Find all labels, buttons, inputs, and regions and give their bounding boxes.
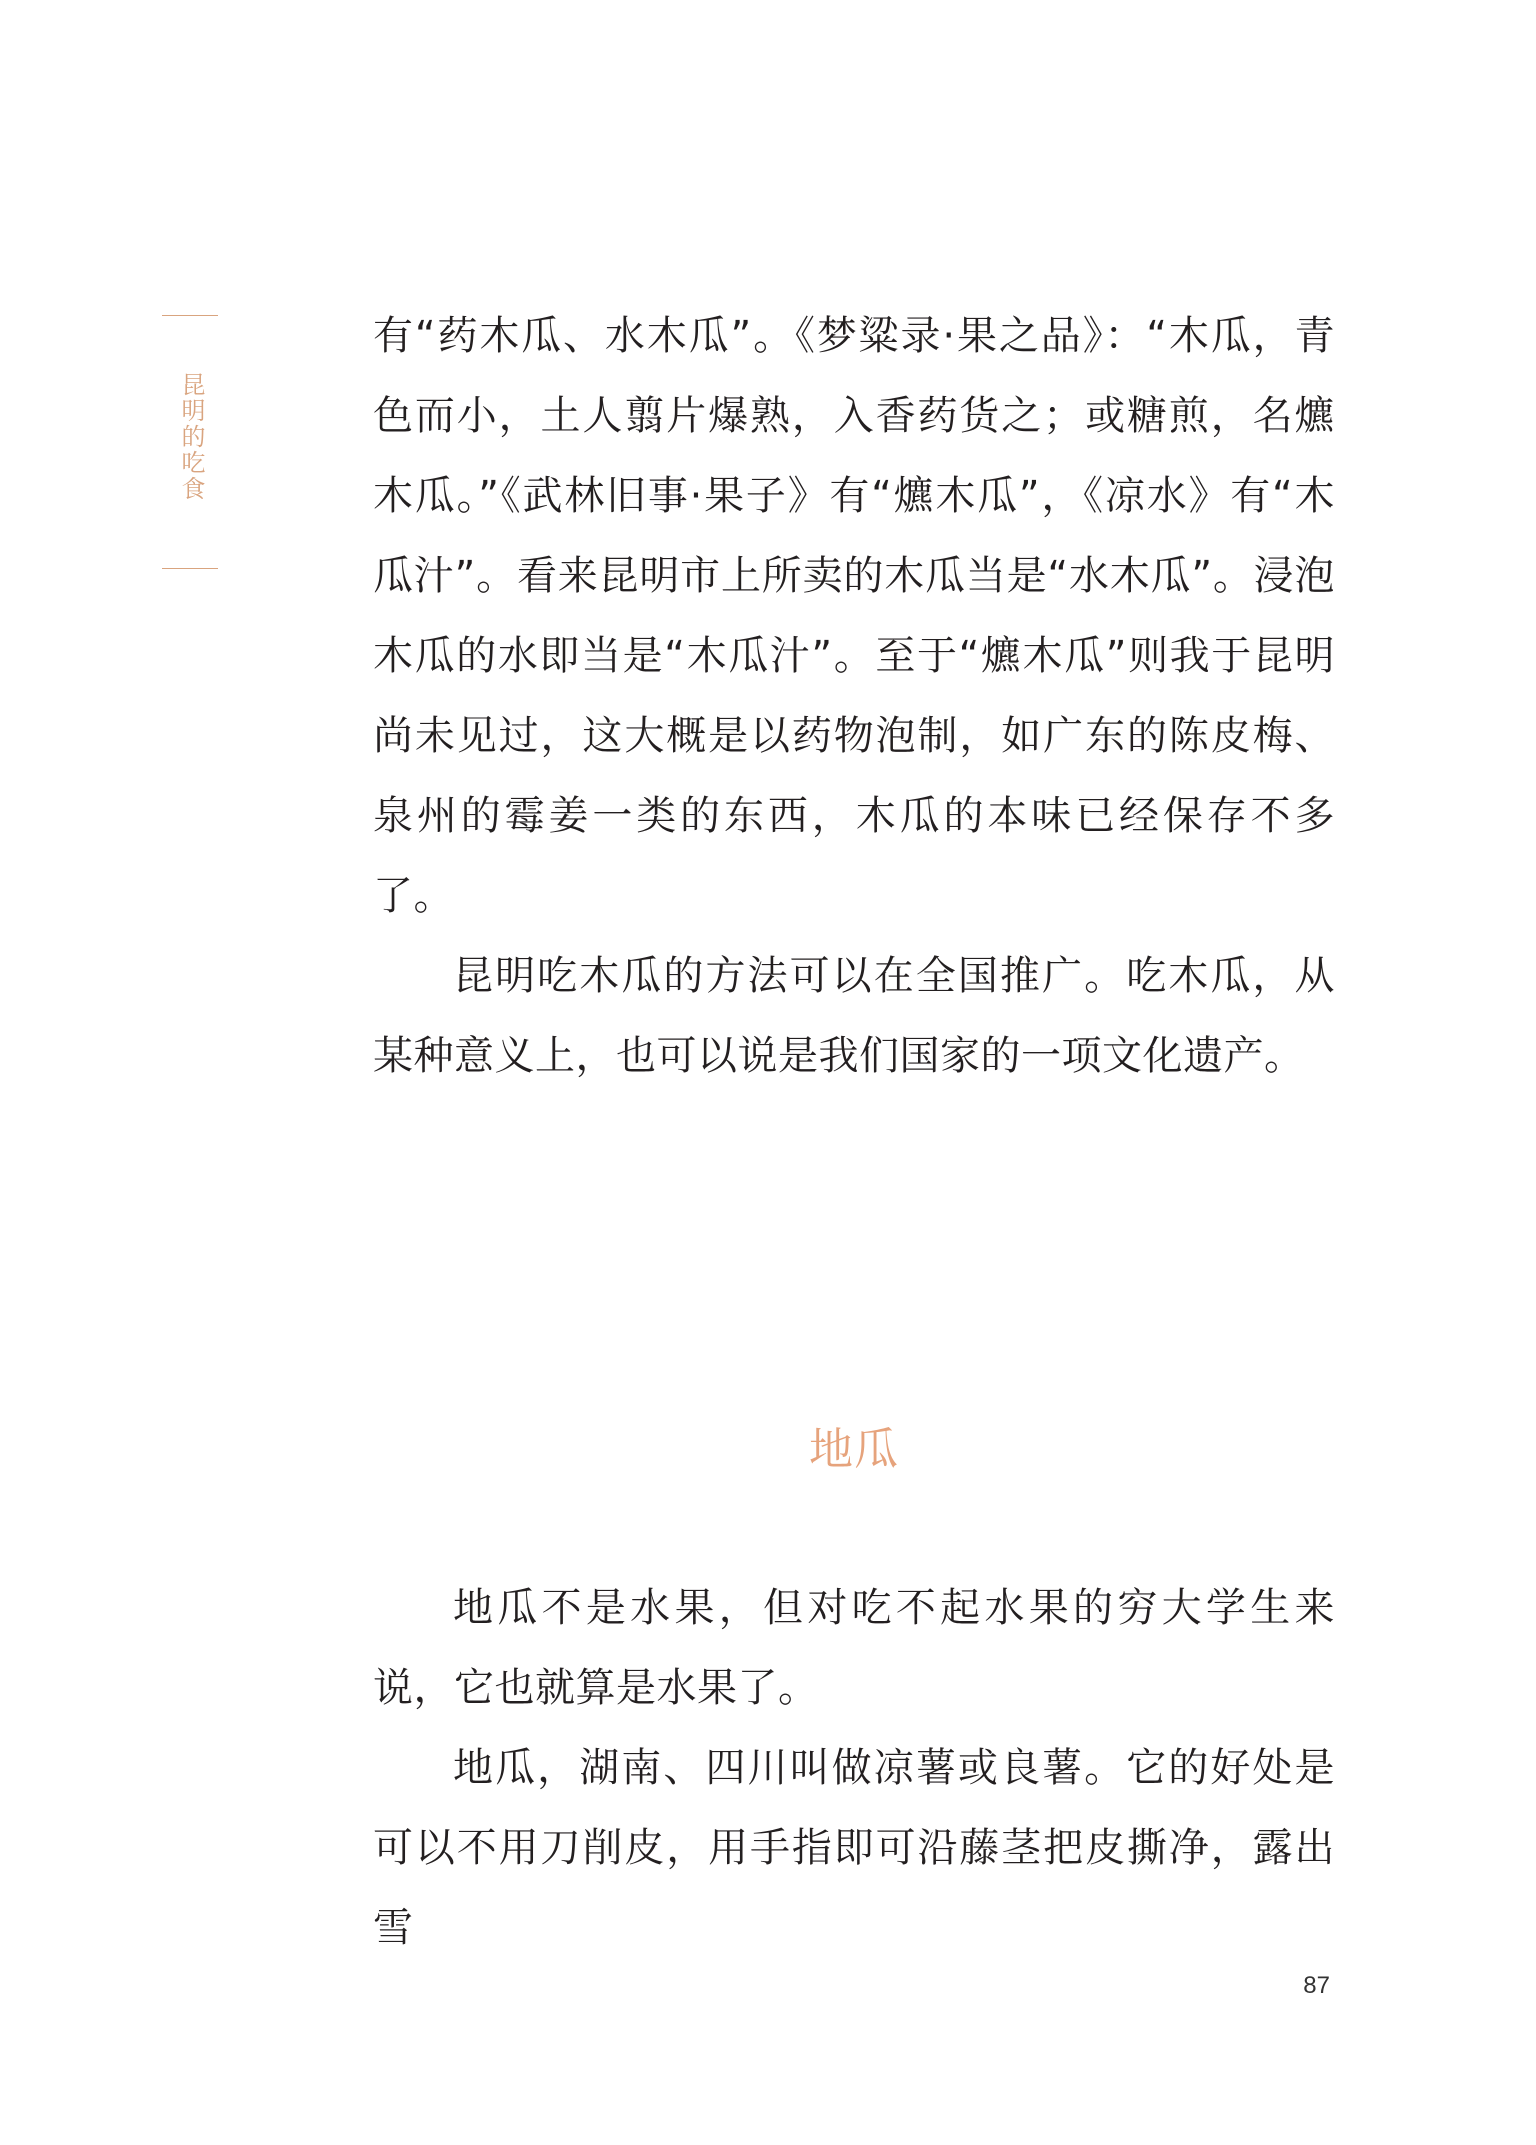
paragraph: 地瓜不是水果，但对吃不起水果的穷大学生来说，它也就算是水果了。	[373, 1585, 1335, 1711]
section-body-text	[373, 1568, 1335, 1968]
running-head-title: 昆明的吃食	[177, 372, 205, 502]
paragraph: 地瓜，湖南、四川叫做凉薯或良薯。它的好处是可以不用刀削皮，用手指即可沿藤茎把皮撕净，露出雪	[373, 1745, 1335, 1951]
running-head-rule-top	[162, 315, 218, 316]
running-head-rule-bottom	[162, 568, 218, 569]
section-heading: 地瓜	[809, 1424, 899, 1475]
paragraph: 昆明吃木瓜的方法可以在全国推广。吃木瓜，从某种意义上，也可以说是我们国家的一项文化遗产。	[373, 953, 1335, 1079]
body-text-before-section	[373, 296, 1335, 1096]
page-number: 87	[1303, 1972, 1330, 1999]
paragraph: 有“药木瓜、水木瓜”。《梦粱录·果之品》：“木瓜，青色而小，土人翦片爆熟，入香药货之；或糖煎，名爊木瓜。”《武林旧事·果子》有“爊木瓜”，《凉水》有“木瓜汁”。看来昆明市上所卖的木瓜当是“水木瓜”。浸泡木瓜的水即当是“木瓜汁”。至于“爊木瓜”则我于昆明尚未见过，这大概是以药物泡制，如广东的陈皮梅、泉州的霉姜一类的东西，木瓜的本味已经保存不多了。	[373, 313, 1335, 919]
